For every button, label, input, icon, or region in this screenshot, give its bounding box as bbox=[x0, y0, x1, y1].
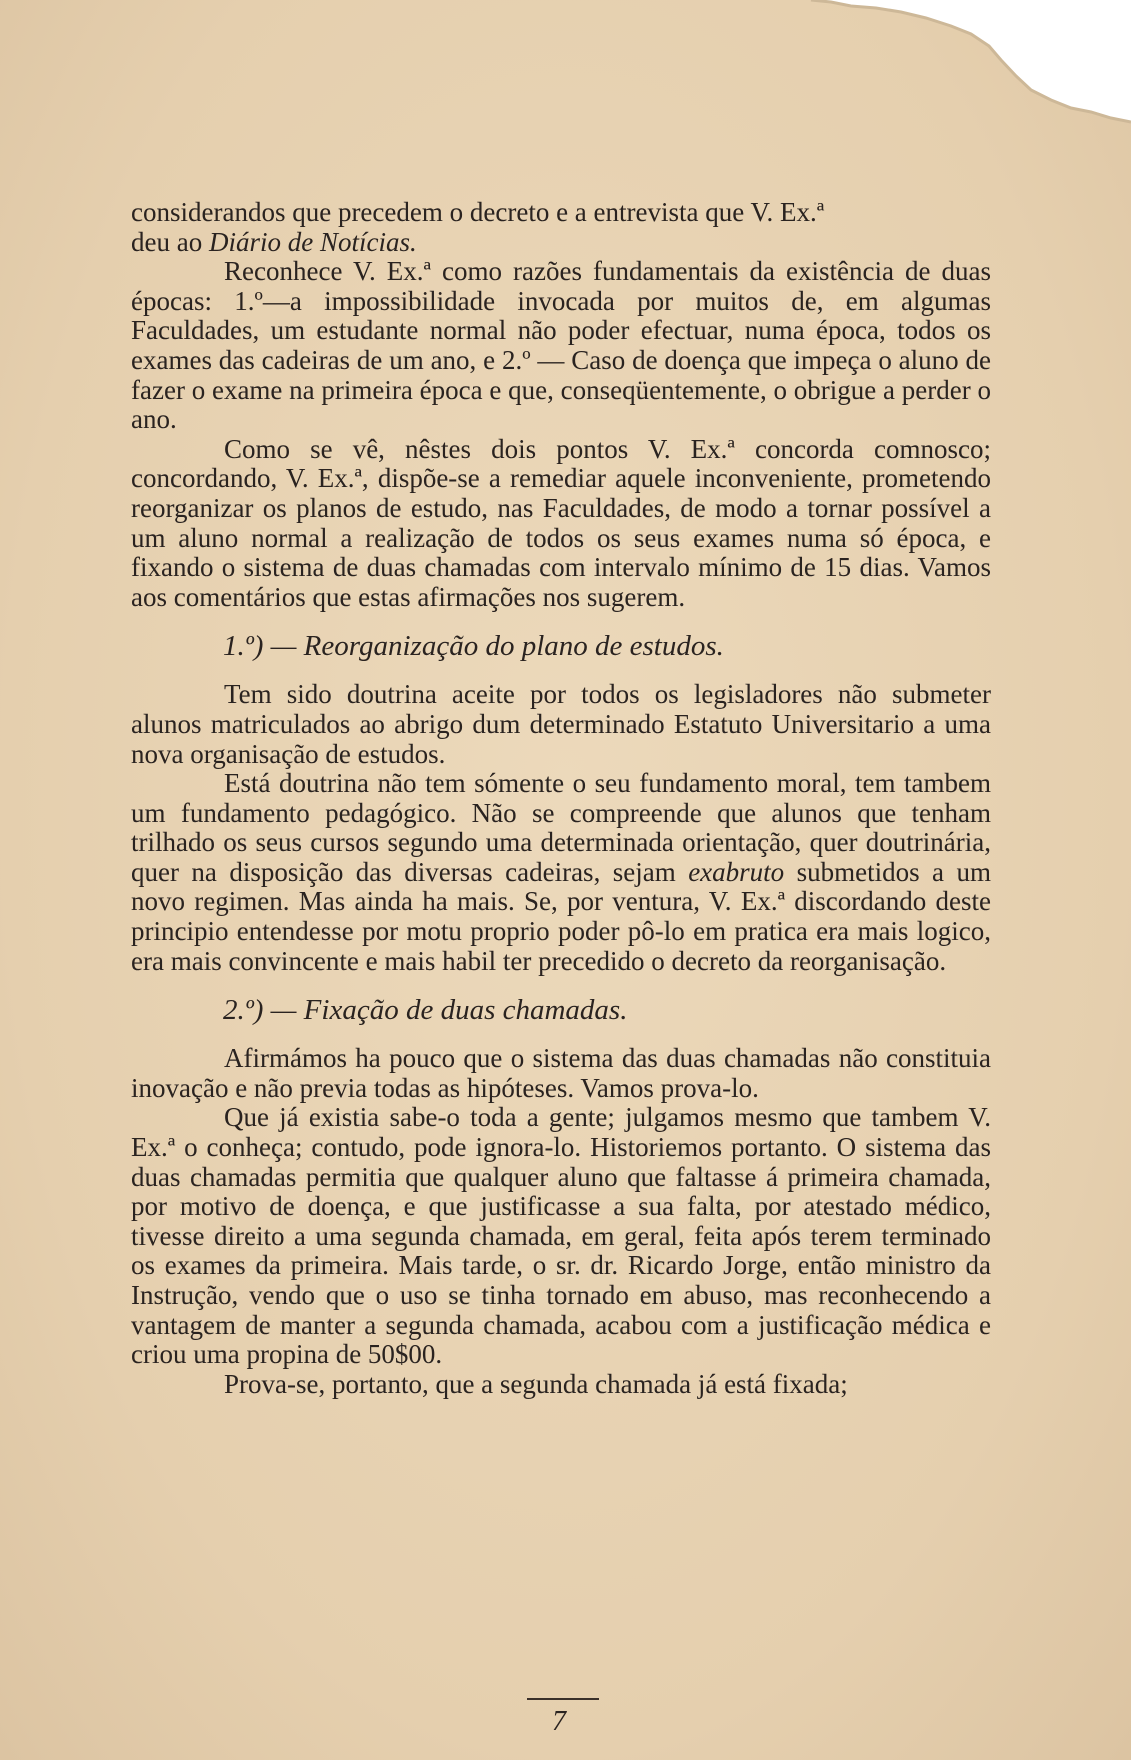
foundation-text-a: Está doutrina não tem sómente o seu fundamento moral, tem tambem um fundamento pedagógico. Não se compreende que alunos que tenham trilhado os seus cursos segundo uma determinada orientação, quer doutrinária, quer na disposição das diversas cadeiras, sejam bbox=[131, 768, 991, 887]
line-1: considerandos que precedem o decreto e a entrevista que V. Ex.ª bbox=[131, 197, 825, 227]
torn-corner bbox=[671, 0, 1131, 130]
paragraph-reasons: Reconhece V. Ex.ª como razões fundamentais da existência de duas épocas: 1.º—a impossibilidade invocada por muitos de, em algumas Faculdades, um estudante normal não poder efectuar, numa época, todos os exames das cadeiras de um ano, e 2.º — Caso de doença que impeça o aluno de fazer o exame na primeira época e que, conseqüentemente, o obrigue a perder o ano. bbox=[131, 256, 991, 435]
foundation-italic: exabruto bbox=[688, 856, 785, 887]
paragraph-history: Que já existia sabe-o toda a gente; julgamos mesmo que tambem V. Ex.ª o conheça; contudo, pode ignora-lo. Historiemos portanto. O sistema das duas chamadas permitia que qualquer aluno que faltasse á primeira chamada, por motivo de doença, e que justificasse a sua falta, por atestado médico, tivesse direito a uma segunda chamada, em geral, feita após terem terminado os exames da primeira. Mais tarde, o sr. dr. Ricardo Jorge, então ministro da Instrução, vendo que o uso se tinha tornado em abuso, mas reconhecendo a vantagem de manter a segunda chamada, acabou com a justificação médica e criou uma propina de 50$00. bbox=[131, 1102, 991, 1370]
foundation-text-b: submetidos a um novo regimen. Mas ainda ha mais. Se, por ventura, V. Ex.ª discordando deste principio entendesse por motu proprio poder pô-lo em pratica era mais logico, era mais convincente e mais habil ter precedido o decreto da reorganisação. bbox=[131, 856, 991, 976]
paragraph-continuation bbox=[131, 198, 991, 257]
body-text bbox=[131, 198, 991, 1399]
section-heading-2: 2.º) — Fixação de duas chamadas. bbox=[223, 994, 628, 1027]
page-number-rule bbox=[527, 1698, 599, 1700]
paragraph-foundation bbox=[131, 769, 991, 976]
paragraph-agreement: Como se vê, nêstes dois pontos V. Ex.ª concorda comnosco; concordando, V. Ex.ª, dispõe-se a remediar aquele inconveniente, prometendo reorganizar os planos de estudo, nas Faculdades, de modo a tornar possível a um aluno normal a realização de todos os seus exames numa só época, e fixando o sistema de duas chamadas com intervalo mínimo de 15 dias. Vamos aos comentários que estas afirmações nos sugerem. bbox=[131, 433, 991, 612]
section-heading-1: 1.º) — Reorganização do plano de estudos. bbox=[223, 630, 724, 663]
paragraph-claim: Afirmámos ha pouco que o sistema das duas chamadas não constituia inovação e não previa todas as hipóteses. Vamos prova-lo. bbox=[131, 1043, 991, 1103]
paragraph-conclusion: Prova-se, portanto, que a segunda chamada já está fixada; bbox=[224, 1368, 848, 1399]
paragraph-doctrine: Tem sido doutrina aceite por todos os legisladores não submeter alunos matriculados ao abrigo dum determinado Estatuto Universitario a uma nova organisação de estudos. bbox=[131, 679, 991, 769]
newspaper-title: Diário de Notícias. bbox=[208, 226, 417, 257]
page-number: 7 bbox=[552, 1706, 566, 1737]
line-2-prefix: deu ao bbox=[131, 226, 209, 257]
